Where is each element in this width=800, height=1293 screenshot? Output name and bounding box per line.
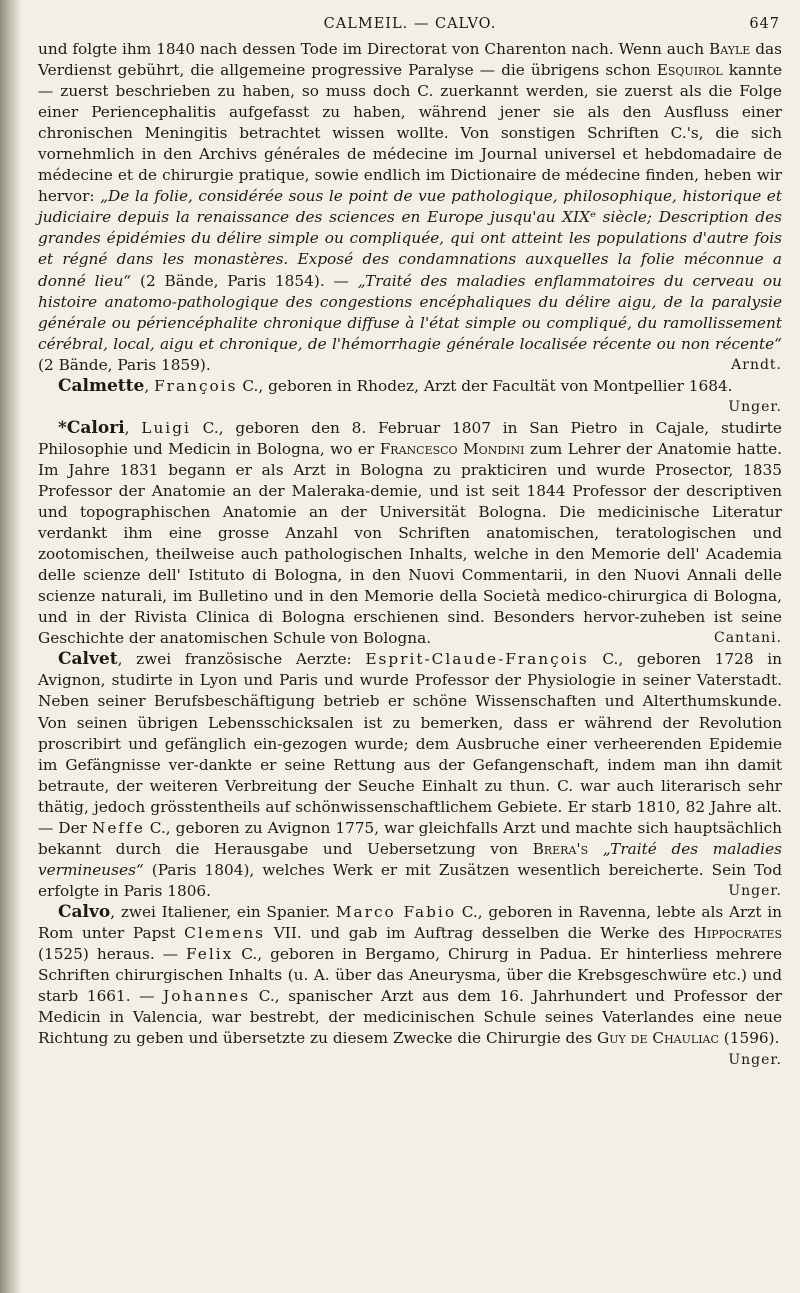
text: C., geboren zu Avignon 1775, war gleichfalls Arzt und machte sich hauptsächlich bekannt durch die Herausgabe und Uebersetzung von — [38, 818, 783, 858]
page-number: 647 — [749, 16, 780, 32]
text: C., geboren 1728 in Avignon, studirte in Lyon und Paris und wurde Professor der Physiologie in seiner Vaterstadt. Neben seiner Berufsbeschäftigung betrieb er schöne Wissenschaften und Alterthumskunde. Von seinen übrigen Lebensschicksalen ist zu bemerken, dass er während der Revolution proscribirt und gefänglich ein-gezogen wurde; dem Ausbruche einer verheerenden Epidemie im Gefängnisse ver-dankte er seine Rettung aus der Gefangenschaft, indem man ihn damit betraute, der weiteren Verbreitung der Seuche Einhalt zu thun. C. war auch literarisch sehr thätig, jedoch grösstentheils auf schönwissenschaftlichem Gebiete. Er starb 1810, 82 Jahre alt. — Der — [38, 650, 782, 837]
given-name: Esprit-Claude-François — [365, 650, 589, 669]
given-name: Marco Fabio — [335, 902, 457, 921]
author-signature: Unger. — [728, 882, 782, 899]
entry-calmeil-continuation — [38, 39, 782, 376]
entry-calori — [38, 418, 782, 650]
text: C., geboren in Rhodez, Arzt der Facultät von Montpellier 1684. — [237, 376, 733, 395]
text: (1525) heraus. — — [38, 945, 187, 964]
text: C., geboren in Bergamo, Chirurg in Padua. Er hinterliess mehrere Schriften chirurgischen Inhalts (u. A. über das Aneurysma, über die Krebsgeschwüre etc.) und starb 1661. — — [38, 945, 782, 1006]
name-bayle: Bayle — [709, 40, 751, 58]
work-title: „Traité des maladies vermineuses“ — [38, 839, 782, 879]
entry-calmette — [38, 375, 782, 415]
headword: *Calori — [58, 417, 125, 438]
author-signature: Cantani. — [714, 630, 782, 647]
text: zum Lehrer der Anatomie hatte. Im Jahre 1831 begann er als Arzt in Bologna zu prakticiren und wurde Prosector, 1835 Professor der Anatomie an der Maleraka-demie, und ist seit 1844 Professor der descriptiven und topographischen Anatomie an der Universität Bologna. Die medicinische Literatur verdankt ihm eine grosse Anzahl von Schriften anatomischen, teratologischen und zootomischen, theilweise auch pathologischen Inhalts, welche in den Memorie dell' Academia delle scienze dell' Istituto di Bologna, in den Nuovi Commentarii, in den Nuovi Annali delle scienze naturali, im Bulletino und in den Memorie della Società medico-chirurgica di Bologna, und in der Rivista Clinica di Bologna erschienen sind. Besonders hervor-zuheben ist seine Geschichte der anatomischen Schule von Bologna. — [38, 439, 782, 648]
entry-calvet — [38, 649, 782, 902]
book-gutter-shadow — [0, 0, 20, 1293]
text: das Verdienst gebührt, die allgemeine progressive Paralyse — die übrigens schon — [38, 40, 783, 80]
author-signature: Unger. — [728, 1052, 782, 1069]
text: C., geboren den 8. Februar 1807 in San Pietro in Cajale, studirte Philosophie und Medicin in Bologna, wo er — [38, 418, 782, 458]
text: , — [124, 418, 142, 437]
header-title: CALMEIL. — CALVO. — [323, 16, 497, 32]
text: , zwei Italiener, ein Spanier. — [110, 902, 336, 921]
text: kannte — zuerst beschrieben zu haben, so muss doch C. zuerkannt werden, sie zuerst als die Folge einer Periencephalitis aufgefasst zu haben, während jener sie als den Ausfluss einer chronischen Meningitis betrachtet wissen wollte. Von sonstigen Schriften C.'s, die sich vornehmlich in den Archivs générales de médecine im Journal universel et hebdomadaire de médecine et de chirurgie pratique, sowie endlich im Dictionaire de médecine finden, heben wir hervor: — [38, 61, 782, 206]
name-esquirol: Esquirol — [656, 61, 723, 80]
text: und folgte ihm 1840 nach dessen Tode im Directorat von Charenton nach. Wenn auch — [38, 40, 709, 58]
page — [38, 14, 782, 1071]
given-name: Luigi — [141, 418, 191, 437]
name-felix: Felix — [186, 945, 234, 964]
text: (2 Bände, Paris 1854). — — [131, 271, 358, 290]
name-johannes: Johannes — [163, 987, 251, 1006]
headword: Calmette — [58, 375, 145, 396]
text: , — [144, 376, 155, 395]
work-title: „De la folie, considérée sous le point de vue pathologique, philosophique, historique et judiciaire depuis la renaissance des sciences en Europe jusqu'au XIXᵉ siècle; Description des grandes épidémies du délire simple ou compliquée, qui ont atteint les populations d'autre fois et régné dans les monastères. Exposé des condamnations auxquelles la folie méconnue a donné lieu“ — [38, 187, 783, 290]
text: C., geboren in Ravenna, lebte als Arzt in Rom unter Papst — [38, 902, 782, 942]
running-header — [38, 14, 782, 36]
name-mondini: Francesco Mondini — [379, 439, 525, 458]
headword: Calvo — [58, 901, 111, 922]
text: (1596). — [718, 1029, 780, 1048]
text: (Paris 1804), welches Werk er mit Zusätzen wesentlich bereicherte. Sein Tod erfolgte in Paris 1806. — [38, 860, 782, 900]
name-hippocrates: Hippocrates — [693, 923, 782, 942]
name-neffe: Neffe — [91, 818, 145, 837]
entry-calvo — [38, 902, 782, 1049]
text: VII. und gab im Auftrag desselben die Werke des — [265, 923, 694, 942]
text: , zwei französische Aerzte: — [117, 650, 366, 669]
name-guy-de-chauliac: Guy de Chauliac — [597, 1029, 719, 1048]
work-title: „Traité des maladies enflammatoires du cerveau ou histoire anatomo-pathologique des congestions encéphaliques du délire aigu, de la paralysie générale ou périencéphalite chronique diffuse à l'état simple ou compliqué, du ramollissement cérébral, local, aigu et chronique, de l'hémorrhagie générale localisée récente ou non récente“ — [38, 271, 782, 353]
author-signature: Unger. — [728, 398, 782, 415]
text — [588, 840, 603, 858]
text: (2 Bände, Paris 1859). — [38, 355, 211, 374]
name-brera: Brera's — [532, 839, 589, 858]
text: C., spanischer Arzt aus dem 16. Jahrhundert und Professor der Medicin in Valencia, war bestrebt, der medicinischen Schule seines Vaterlandes eine neue Richtung zu geben und übersetzte zu diesem Zwecke die Chirurgie des — [38, 987, 782, 1048]
final-signature-row — [38, 1049, 782, 1071]
headword: Calvet — [58, 649, 118, 670]
name-clemens: Clemens — [184, 923, 266, 942]
author-signature: Arndt. — [731, 356, 782, 373]
given-name: François — [154, 376, 238, 395]
